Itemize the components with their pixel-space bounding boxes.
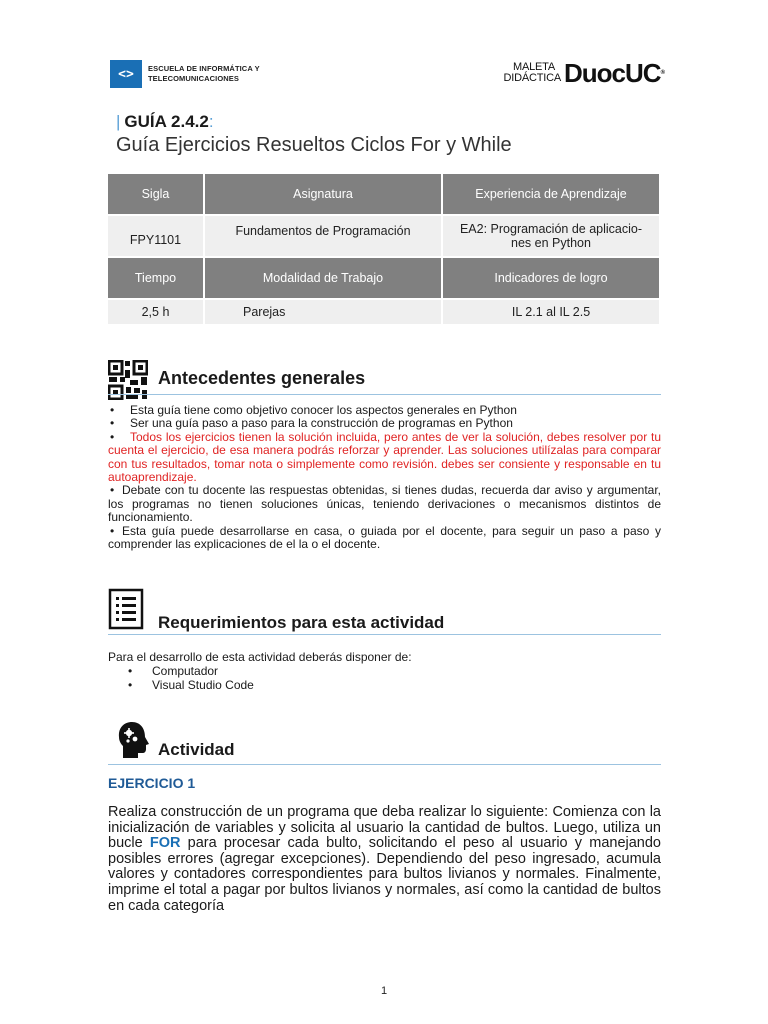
list-item: • Esta guía puede desarrollarse en casa, o guiada por el docente, para seguir un paso a paso y comprender las explicaciones de el la o el docente. [108, 523, 661, 552]
exercise-title: EJERCICIO 1 [108, 775, 196, 791]
school-logo [110, 60, 260, 88]
list-item: • Computador [128, 664, 219, 678]
section-title-requerimientos: Requerimientos para esta actividad [158, 613, 445, 632]
list-item: • Ser una guía paso a paso para la construcción de programas en Python [110, 416, 513, 431]
table-row [108, 216, 661, 258]
value-asignatura: Fundamentos de Programación [205, 216, 443, 258]
header-experiencia: Experiencia de Aprendizaje [443, 174, 661, 216]
value-indicadores: IL 2.1 al IL 2.5 [443, 300, 661, 326]
requirements-intro: Para el desarrollo de esta actividad deberás disponer de: [108, 650, 412, 664]
list-item: • Debate con tu docente las respuestas obtenidas, si tienes dudas, recuerda dar aviso y argumentar, los programas no tienen soluciones únicas, teniendo derivaciones o mecanismos distintos de funcionamiento. [108, 483, 661, 525]
header-indicadores: Indicadores de logro [443, 258, 661, 300]
table-header-row [108, 258, 661, 300]
maleta-didactica-label: MALETA DIDÁCTICA [503, 61, 562, 84]
header-asignatura: Asignatura [205, 174, 443, 216]
header-modalidad: Modalidad de Trabajo [205, 258, 443, 300]
list-item-highlight: • Todos los ejercicios tienen la solución incluida, pero antes de ver la solución, debes resolver por tu cuenta el ejercicio, de esa manera podrás reforzar y aprender. Las soluciones utilízalas para comparar con tus resultados, tomar nota o simplemente como revisión. debes ser consiente y responsable en tu autoaprendizaje. [108, 429, 661, 485]
header-tiempo: Tiempo [108, 258, 205, 300]
list-item: • Visual Studio Code [128, 678, 254, 692]
section-title-actividad: Actividad [158, 740, 235, 759]
course-info-table [108, 174, 661, 326]
value-tiempo: 2,5 h [108, 300, 205, 326]
requirements-list [128, 664, 254, 692]
exercise-description: Realiza construcción de un programa que deba realizar lo siguiente: Comienza con la inicialización de variables y solicita al usuario la cantidad de bultos. Luego, utiliza un bucle FOR para procesar cada bulto, solicitando el peso al usuario y manejando posibles errores (agregar excepciones). Dependiendo del peso ingresado, acumula valores y contadores correspondientes para bultos livianos y normales. Finalmente, imprime el total a pagar por bultos livianos y normales, así como la cantidad de bultos en cada categoría [108, 804, 661, 914]
section-divider [108, 634, 661, 635]
list-item: • Esta guía tiene como objetivo conocer los aspectos generales en Python [110, 403, 517, 417]
brand-name: DuocUC® [564, 58, 664, 88]
antecedentes-list [108, 404, 661, 551]
school-name: ESCUELA DE INFORMÁTICA Y TELECOMUNICACIONES [148, 64, 260, 83]
code-brackets-icon: <> [110, 60, 142, 88]
for-keyword: FOR [149, 835, 181, 852]
section-divider [108, 394, 661, 395]
duoc-logo [503, 58, 664, 88]
value-modalidad: Parejas [205, 300, 443, 326]
guide-code: | GUÍA 2.4.2: [116, 112, 214, 131]
section-title-antecedentes: Antecedentes generales [158, 368, 366, 388]
value-sigla: FPY1101 [108, 216, 205, 258]
head-gears-icon [116, 720, 152, 760]
header-sigla: Sigla [108, 174, 205, 216]
table-header-row [108, 174, 661, 216]
value-experiencia: EA2: Programación de aplicacio- nes en Python [443, 216, 661, 258]
page-number: 1 [380, 985, 388, 997]
table-row [108, 300, 661, 326]
section-divider [108, 764, 661, 765]
checklist-icon [108, 588, 144, 630]
page-title: Guía Ejercicios Resueltos Ciclos For y While [116, 134, 512, 156]
